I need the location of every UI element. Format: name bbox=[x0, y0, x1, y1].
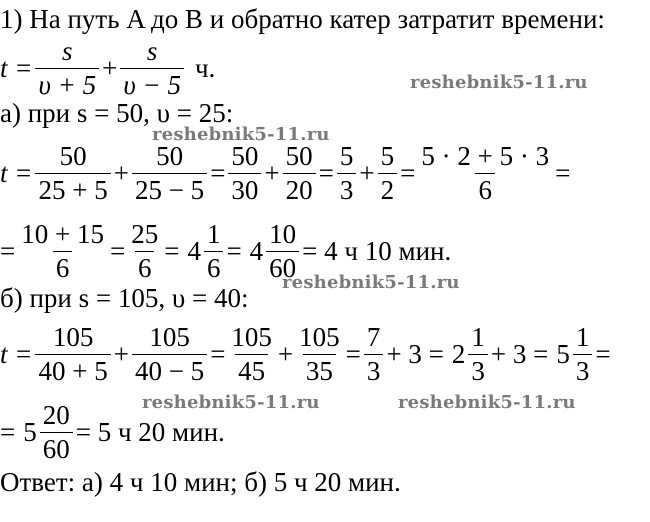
fraction: $\frac{10 + 15}{6}$ bbox=[21, 219, 104, 283]
watermark: reshebnik5-11.ru bbox=[282, 272, 460, 293]
fraction: $\frac{5}{2}$ bbox=[378, 143, 398, 204]
fraction: $\frac{105}{40 - 5}$ bbox=[132, 324, 207, 385]
fraction: $\frac{25}{6}$ bbox=[131, 219, 159, 283]
case-a-label: а) при s = 50, υ = 25: bbox=[0, 98, 234, 128]
fraction: $\frac{105}{40 + 5}$ bbox=[35, 324, 110, 385]
general-formula: t = $\frac{s}{\upsilon + 5}$ + $\frac{s}{\upsilon - 5}$ ч. bbox=[0, 36, 216, 100]
watermark: reshebnik5-11.ru bbox=[142, 392, 320, 413]
watermark: reshebnik5-11.ru bbox=[152, 124, 330, 145]
mixed-number: 4 $\frac{1}{6}$ bbox=[187, 221, 226, 282]
formula-lhs: t = bbox=[0, 53, 33, 83]
fraction: $\frac{50}{25 - 5}$ bbox=[132, 143, 207, 204]
fraction: $\frac{50}{25 + 5}$ bbox=[35, 143, 110, 204]
mixed-number: 2 $\frac{1}{3}$ bbox=[452, 324, 491, 385]
watermark: reshebnik5-11.ru bbox=[398, 392, 576, 413]
fraction: $\frac{105}{35}$ bbox=[299, 322, 340, 386]
fraction: $\frac{105}{45}$ bbox=[231, 322, 272, 386]
mixed-number: 4 $\frac{10}{60}$ bbox=[250, 221, 303, 282]
case-b-result: = 5 ч 20 мин. bbox=[75, 417, 225, 447]
fraction: $\frac{s}{\upsilon + 5}$ bbox=[35, 38, 99, 99]
watermark: reshebnik5-11.ru bbox=[410, 72, 588, 93]
fraction: $\frac{50}{20}$ bbox=[283, 143, 316, 204]
fraction: $\frac{5 \cdot 2 + 5 \cdot 3}{6}$ bbox=[421, 141, 550, 205]
case-a-row2: = $\frac{10 + 15}{6}$ = $\frac{25}{6}$ = 4 $\frac{1}{6}$ = 4 $\frac{10}{60}$ = 4 ч 10 мин. bbox=[0, 219, 452, 283]
case-a-row1: t = $\frac{50}{25 + 5}$ + $\frac{50}{25 - 5}$ = $\frac{50}{30}$ + $\frac{50}{20}$ = $\frac{5}{3}$ + $\frac{5}{2}$ = $\frac{5 \cdot 2 + 5 \cdot 3}{6}$ = bbox=[0, 141, 571, 205]
fraction: $\frac{s}{\upsilon - 5}$ bbox=[120, 38, 184, 99]
unit-label: ч. bbox=[194, 53, 216, 83]
mixed-number: 5 $\frac{1}{3}$ bbox=[556, 324, 595, 385]
case-b-row2: = 5 $\frac{20}{60}$ = 5 ч 20 мин. bbox=[0, 400, 225, 464]
fraction: $\frac{5}{3}$ bbox=[337, 143, 357, 204]
case-b-label: б) при s = 105, υ = 40: bbox=[0, 283, 249, 313]
answer-text: Ответ: а) 4 ч 10 мин; б) 5 ч 20 мин. bbox=[0, 467, 401, 497]
fraction: $\frac{7}{3}$ bbox=[364, 324, 384, 385]
intro-text: 1) На путь A до B и обратно катер затратит времени: bbox=[0, 4, 605, 34]
case-a-result: = 4 ч 10 мин. bbox=[302, 236, 452, 266]
mixed-number: 5 $\frac{20}{60}$ bbox=[23, 402, 76, 463]
fraction: $\frac{50}{30}$ bbox=[228, 143, 261, 204]
case-b-row1: t = $\frac{105}{40 + 5}$ + $\frac{105}{40 - 5}$ = $\frac{105}{45}$ + $\frac{105}{35}$ = $\frac{7}{3}$ + 3 = 2 $\frac{1}{3}$ + 3 = 5 $\frac{1}{3}$ = bbox=[0, 322, 611, 386]
